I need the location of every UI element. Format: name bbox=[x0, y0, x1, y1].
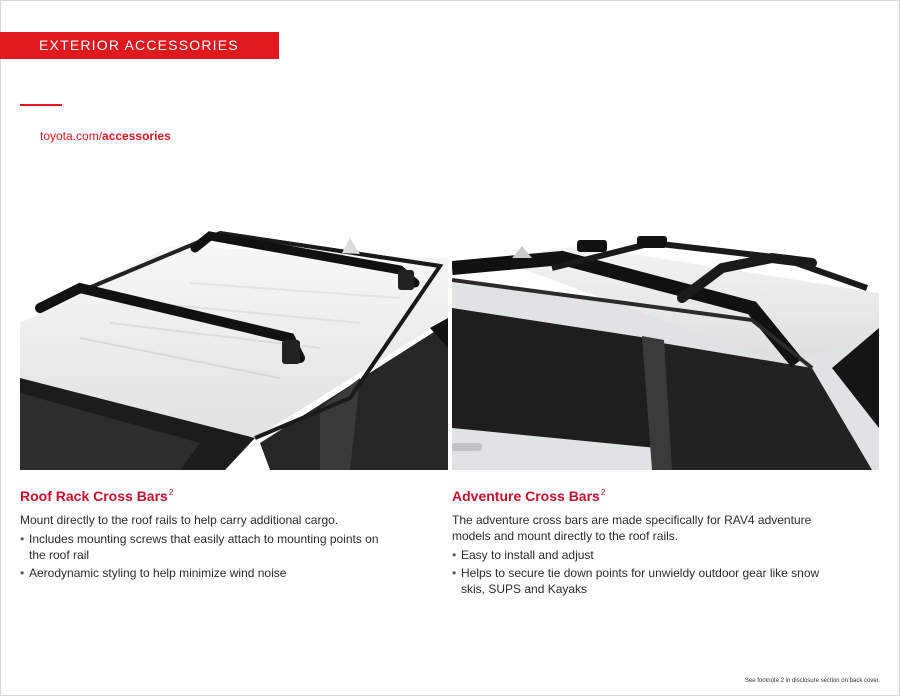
red-rule-divider bbox=[20, 104, 62, 106]
list-item: • Easy to install and adjust bbox=[452, 547, 822, 563]
roof-rack-description-text: Mount directly to the roof rails to help carry additional cargo. bbox=[20, 513, 339, 527]
adventure-description-text: The adventure cross bars are made specifically for RAV4 adventure models and mount directly to the roof rails. bbox=[452, 513, 812, 543]
adventure-cross-bars-photo bbox=[452, 228, 879, 470]
adventure-description bbox=[452, 512, 822, 599]
disclosure-footnote: See footnote 2 in disclosure section on back cover. bbox=[744, 678, 880, 684]
list-item: • Aerodynamic styling to help minimize wind noise bbox=[20, 565, 390, 581]
roof-rack-title-text: Roof Rack Cross Bars bbox=[20, 488, 168, 504]
footnote-mark: 2 bbox=[168, 488, 174, 497]
list-item: • Helps to secure tie down points for unwieldy outdoor gear like snow skis, SUPS and Kayaks bbox=[452, 565, 822, 597]
accessories-link[interactable] bbox=[40, 129, 171, 143]
roof-rack-description bbox=[20, 512, 390, 583]
list-item: • Includes mounting screws that easily attach to mounting points on the roof rail bbox=[20, 531, 390, 563]
adventure-title bbox=[452, 488, 605, 504]
adventure-feature-list bbox=[452, 547, 822, 597]
roof-rack-title bbox=[20, 488, 173, 504]
roof-rack-cross-bars-photo bbox=[20, 228, 448, 470]
section-banner: EXTERIOR ACCESSORIES bbox=[0, 32, 279, 59]
footnote-mark: 2 bbox=[600, 488, 606, 497]
link-bold: accessories bbox=[102, 129, 171, 143]
adventure-title-text: Adventure Cross Bars bbox=[452, 488, 600, 504]
roof-rack-feature-list bbox=[20, 531, 390, 581]
link-prefix: toyota.com/ bbox=[40, 129, 103, 143]
